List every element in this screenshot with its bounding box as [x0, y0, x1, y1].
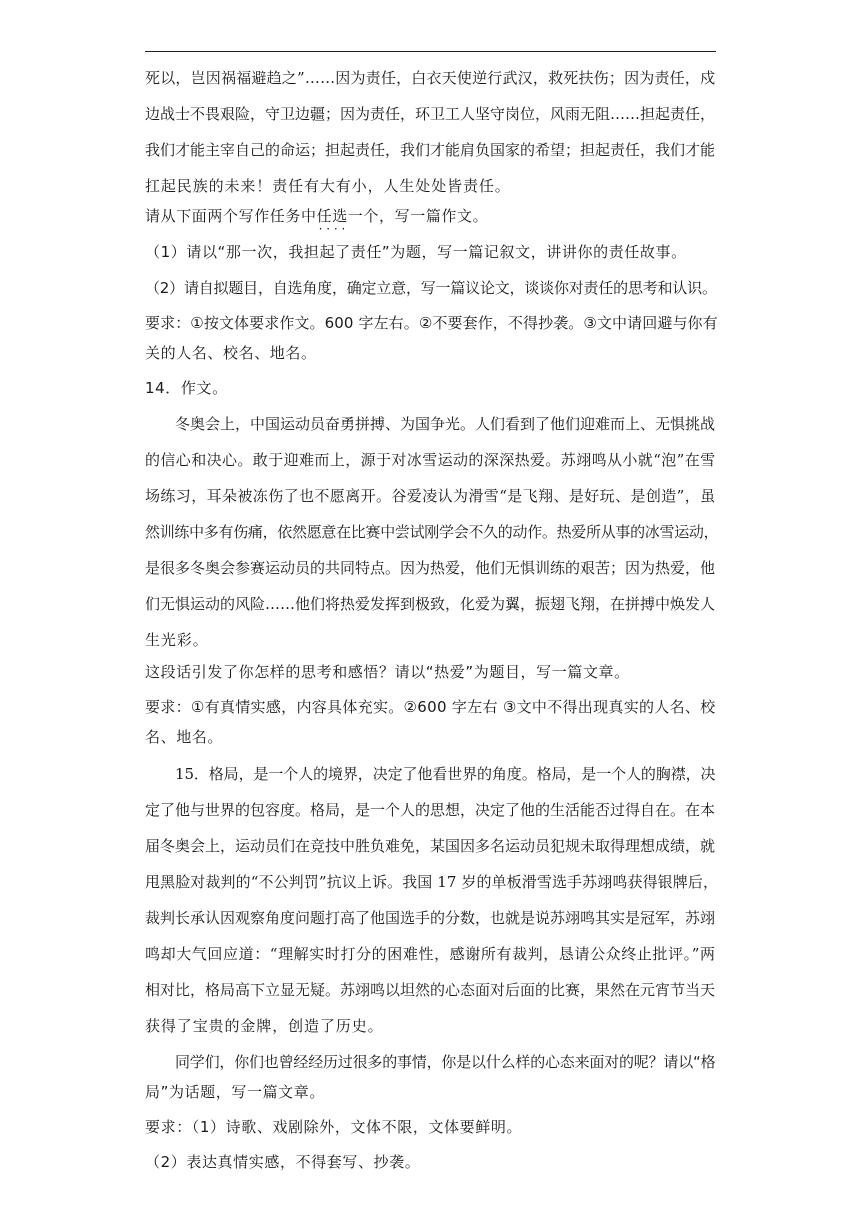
s15-para-line-1: 15．格局，是一个人的境界，决定了他看世界的角度。格局，是一个人的胸襟，决 — [175, 765, 716, 783]
s14-para-line-2: 的信心和决心。敢于迎难而上，源于对冰雪运动的深深热爱。苏翊鸣从小就“泡”在雪 — [145, 451, 716, 469]
s15-question-line-2: 局”为话题，写一篇文章。 — [145, 1083, 325, 1101]
s15-para-line-4: 甩黑脸对裁判的“不公判罚”抗议上诉。我国 17 岁的单板滑雪选手苏翊鸣获得银牌后， — [145, 873, 719, 891]
s15-para-line-3: 届冬奥会上，运动员们在竞技中胜负难免，某国因多名运动员犯规未取得理想成绩，就 — [145, 837, 716, 855]
s13-line-3: 我们才能主宰自己的命运；担起责任，我们才能肩负国家的希望；担起责任，我们才能 — [145, 141, 716, 159]
s14-para-line-7: 生光彩。 — [145, 631, 209, 649]
s15-para-line-6: 鸣却大气回应道：“理解实时打分的困难性，感谢所有裁判，恳请公众终止批评。”两 — [145, 945, 716, 963]
s14-requirement-1: 要求：①有真情实感，内容具体充实。②600 字左右 ③文中不得出现真实的人名、校 — [145, 698, 716, 716]
s15-para-line-2: 定了他与世界的包容度。格局，是一个人的思想，决定了他的生活能否过得自在。在本 — [145, 801, 716, 819]
s14-requirement-2: 名、地名。 — [145, 728, 224, 746]
s13-line-4: 扛起民族的未来！责任有大有小，人生处处皆责任。 — [145, 177, 511, 195]
s13-requirement-2: 关的人名、校名、地名。 — [145, 344, 317, 362]
s13-option-2: （2）请自拟题目，自选角度，确定立意，写一篇议论文，谈谈你对责任的思考和认识。 — [145, 279, 717, 297]
s13-task-emphasis: 任选一个 · · — [317, 206, 379, 226]
s14-para-line-1: 冬奥会上，中国运动员奋勇拼搏、为国争光。人们看到了他们迎难而上、无惧挑战 — [175, 415, 716, 433]
s15-para-line-5: 裁判长承认因观察角度问题打高了他国选手的分数，也就是说苏翊鸣其实是冠军，苏翊 — [145, 909, 716, 927]
s15-requirement-1: 要求：（1）诗歌、戏剧除外，文体不限，文体要鲜明。 — [145, 1118, 523, 1136]
s14-title: 14．作文。 — [145, 379, 228, 397]
s13-requirement-1: 要求：①按文体要求作文。600 字左右。②不要套作，不得抄袭。③文中请回避与你有 — [145, 314, 718, 332]
s14-para-line-4: 然训练中多有伤痛，依然愿意在比赛中尝试刚学会不久的动作。热爱所从事的冰雪运动， — [145, 523, 719, 541]
s15-para-line-8: 获得了宝贵的金牌，创造了历史。 — [145, 1017, 384, 1035]
s14-question: 这段话引发了你怎样的思考和感悟？请以“热爱”为题目，写一篇文章。 — [145, 663, 630, 681]
s15-requirement-2: （2）表达真情实感，不得套写、抄袭。 — [145, 1153, 421, 1171]
s13-option-1: （1）请以“那一次，我担起了责任”为题，写一篇记叙文，讲讲你的责任故事。 — [145, 243, 687, 261]
s13-task-instruction — [145, 206, 488, 226]
s14-para-line-6: 们无惧运动的风险……他们将热爱发挥到极致，化爱为翼，振翅飞翔，在拼搏中焕发人 — [145, 595, 716, 613]
s13-task-post: ，写一篇作文。 — [379, 207, 489, 225]
header-rule — [145, 51, 716, 52]
s15-question-line-1: 同学们，你们也曾经经历过很多的事情，你是以什么样的心态来面对的呢？请以“格 — [175, 1053, 716, 1071]
s14-para-line-5: 是很多冬奥会参赛运动员的共同特点。因为热爱，他们无惧训练的艰苦；因为热爱，他 — [145, 559, 716, 577]
s13-line-1: 死以，岂因祸福避趋之”……因为责任，白衣天使逆行武汉，救死扶伤；因为责任，戍 — [145, 69, 716, 87]
s15-para-line-7: 相对比，格局高下立显无疑。苏翊鸣以坦然的心态面对后面的比赛，果然在元宵节当天 — [145, 981, 716, 999]
s13-task-pre: 请从下面两个写作任务中 — [145, 207, 317, 225]
s14-para-line-3: 场练习，耳朵被冻伤了也不愿离开。谷爱凌认为滑雪“是飞翔、是好玩、是创造”，虽 — [145, 487, 716, 505]
s13-line-2: 边战士不畏艰险，守卫边疆；因为责任，环卫工人坚守岗位，风雨无阻……担起责任， — [145, 105, 716, 123]
